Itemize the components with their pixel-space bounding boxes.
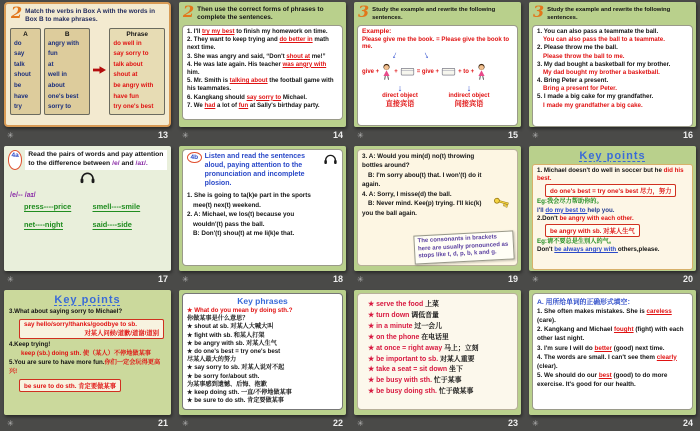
- slide-title: Study the example and rewrite the following sentences.: [547, 7, 671, 21]
- phrase-en: say hello/sorry/thanks/goodbye to sb.: [24, 320, 138, 328]
- list-item: shout: [14, 71, 31, 79]
- activity-number: 3: [358, 2, 370, 21]
- page-number: 18: [332, 274, 343, 284]
- example-body: [357, 25, 518, 126]
- phrase-cn: 对某人问候/道歉/道谢/道别: [84, 329, 159, 337]
- page-number: 20: [682, 274, 693, 284]
- activity-number: 3: [533, 2, 545, 21]
- text-line: 3. A: Would you min(d) no(t) throwing: [362, 153, 475, 160]
- text-line: ★ turn down 调低音量: [368, 311, 439, 319]
- text-line: 1. Michael doesn't do well in soccer but he did his best.: [537, 167, 684, 183]
- text-line: ★ be busy doing sth. 忙于做某事: [368, 388, 474, 396]
- phrase-box: be angry with sb. 对某人生气: [545, 224, 640, 237]
- star-icon: ✳: [357, 418, 364, 428]
- text-line: ★ keep doing sth. 一直/不停地做某事: [187, 388, 292, 396]
- text-line: ★ fight with sb. 和某人打架: [187, 331, 265, 339]
- text-line: ★ be sorry for/about sth.: [187, 372, 260, 380]
- slide-thumbnail-24[interactable]: [529, 290, 696, 415]
- text-line: Eg:请不要总是生别人的气。: [537, 237, 616, 245]
- text-line: mee(t) nex(t) weekend.: [193, 201, 261, 209]
- quiz-lines: [537, 307, 688, 389]
- text-line: ★ serve the food 上菜: [368, 301, 439, 308]
- box-phrase-header: Phrase: [126, 30, 149, 38]
- list-item: be: [14, 82, 22, 90]
- text-line: 7. We had a lot of fun at Sally's birthday party.: [187, 101, 320, 109]
- arrow-down-icon: ↓: [466, 82, 472, 93]
- text-line: 4. He was late again. His teacher was angry with him.: [187, 60, 327, 76]
- slide-title: Listen and read the sentences aloud, paying attention to the pronunciation and incomplete plosion.: [204, 153, 305, 188]
- arrow-down-icon: ↓: [421, 49, 431, 62]
- text-line: 2.Don't be angry with each other.: [537, 214, 634, 222]
- text-line: 5. We should do our best (good) to do more exercise. It's good for our health.: [537, 371, 668, 388]
- match-columns: [10, 28, 165, 115]
- point-1-examples: [537, 198, 688, 223]
- token-plus: +: [394, 68, 398, 75]
- text-line: ★ shout at sb. 对某人大喊大叫: [187, 323, 274, 331]
- list-item: say sorry to: [113, 50, 149, 58]
- book-icon: [400, 67, 415, 76]
- slide-footer: [354, 127, 521, 143]
- list-item: have fun: [113, 92, 139, 100]
- box-b-items: [48, 39, 86, 113]
- exercise-body: [532, 25, 693, 127]
- activity-number: 2: [11, 3, 23, 22]
- page-number: 23: [507, 418, 518, 428]
- text-line: 尽某人最大的努力: [187, 356, 237, 364]
- box-b-header: B: [64, 30, 70, 38]
- slide-footer: [179, 127, 346, 143]
- text-line: ★ be important to sb. 对某人重要: [368, 355, 475, 363]
- phrase-box: do one's best = try one's best 尽力，努力: [545, 184, 676, 197]
- text-line: 3. She was angry and said, “Don't shout at me!”: [187, 52, 326, 60]
- dialog-body: [357, 149, 518, 266]
- text-line: I made my grandfather a big cake.: [543, 101, 643, 109]
- slide-thumbnail-20[interactable]: [529, 146, 696, 271]
- slide-header: [182, 2, 343, 23]
- slide-cell-16: [525, 0, 700, 144]
- slide-footer: [179, 271, 346, 287]
- page-number: 13: [157, 130, 168, 140]
- headphones-icon: [323, 152, 338, 170]
- key-phrases-body: [182, 293, 343, 410]
- text-line: wouldn'(t) pass the ball.: [193, 220, 265, 228]
- example-label: Example:: [362, 27, 392, 35]
- text-line: I'll do my best to help you.: [537, 206, 615, 214]
- slide-thumbnail-15[interactable]: [354, 2, 521, 127]
- word-pairs: [8, 202, 167, 229]
- text-line: 4. Bring Peter a present.: [537, 77, 609, 85]
- list-item: fun: [48, 50, 58, 58]
- text-line: 2. Kangkang and Michael fought (fight) with each other last night.: [537, 326, 684, 343]
- slide-cell-24: [525, 288, 700, 431]
- slide-thumbnail-22[interactable]: [179, 290, 346, 415]
- text-line: Don't be always angry with others,please.: [537, 246, 660, 254]
- phrase-lines: [362, 300, 513, 398]
- text-line: ★ What do you mean by doing sth.?: [187, 307, 293, 314]
- slide-footer: [529, 415, 696, 431]
- list-item: talk about: [113, 60, 143, 68]
- text-line: 6. Kangkang should say sorry to Michael.: [187, 93, 307, 101]
- text-line: ★ take a seat = sit down 坐下: [368, 366, 463, 374]
- star-icon: ✳: [532, 274, 539, 284]
- quiz-body: [532, 293, 693, 410]
- page-number: 16: [682, 130, 693, 140]
- slide-thumbnail-21[interactable]: [4, 290, 171, 415]
- text-line: 1. You can also pass a teammate the ball.: [537, 27, 659, 35]
- star-icon: ✳: [7, 274, 14, 284]
- object-labels: [362, 84, 513, 109]
- list-item: be angry with: [113, 82, 154, 90]
- text-line: Eg:我会尽力帮助你的。: [537, 198, 603, 206]
- box-a-header: A: [23, 30, 28, 38]
- phrase-box: [19, 319, 164, 339]
- activity-number: 2: [183, 2, 195, 21]
- point-1: [537, 167, 688, 183]
- slide-cell-21: [0, 288, 175, 431]
- list-item: said----side: [92, 219, 132, 229]
- text-line: 1. I'll try my best to finish my homework on time.: [187, 27, 328, 35]
- list-item: sorry to: [48, 103, 72, 111]
- slide-title: [25, 150, 167, 170]
- slide-thumbnail-18[interactable]: [179, 146, 346, 271]
- text-line: 5. I made a big cake for my grandfather.: [537, 93, 654, 101]
- text-line: bottles around?: [362, 162, 410, 170]
- slide-cell-18: [175, 144, 350, 288]
- girl-icon: [381, 63, 392, 81]
- point-2-examples: [537, 238, 688, 254]
- text-line: ★ be angry with sb. 对某人生气: [187, 339, 277, 347]
- list-item: shout at: [113, 71, 138, 79]
- text-line: ★ at once = right away 马上；立刻: [368, 344, 479, 352]
- activity-badge: 4b: [187, 152, 202, 163]
- text-line: ★ say sorry to sb. 对某人说对不起: [187, 364, 285, 372]
- text-line: ★ be sure to do sth. 肯定要做某事: [187, 397, 284, 405]
- text-line: My dad bought my brother a basketball.: [543, 68, 660, 76]
- slide-thumbnail-23[interactable]: [354, 290, 521, 415]
- text-line: ★ do one's best = try one's best: [187, 347, 281, 355]
- girl-icon: [476, 63, 487, 81]
- page-number: 22: [332, 418, 343, 428]
- text-line: 2. A: Michael, we los(t) because you: [187, 211, 295, 219]
- list-item: one's best: [48, 92, 79, 100]
- slide-cell-15: [350, 0, 525, 144]
- key-points-body: [9, 308, 166, 394]
- phrase-list-body: [357, 293, 518, 410]
- sentence-lines: [187, 191, 338, 238]
- sentence-lines: [362, 152, 513, 218]
- text-line: 3. I'm sure I will do better (good) next time.: [537, 344, 665, 352]
- book-icon: [441, 67, 456, 76]
- star-icon: ✳: [182, 130, 189, 140]
- slide-cell-19: [350, 144, 525, 288]
- list-item: smell----smile: [92, 201, 141, 211]
- box-phrase: [109, 28, 165, 115]
- slide-thumbnail-19[interactable]: [354, 146, 521, 271]
- listening-body: [182, 149, 343, 266]
- text-line: keep (sb.) doing sth. 使（某人）不停地做某事: [21, 349, 151, 357]
- page-number: 17: [157, 274, 168, 284]
- text-line: B: Don'(t) shou(t) at me li(k)e that.: [193, 230, 295, 238]
- example-sentence: Please give me the book. = Please give the book to me.: [362, 35, 510, 50]
- slide-header: [357, 2, 518, 23]
- text-line: Read the pairs of words and pay attention to the difference between /e/ and /aɪ/.: [28, 151, 164, 167]
- text-line: 5.You are sure to have more fun.你们一定会玩得更高兴!: [9, 358, 161, 375]
- list-item: net----night: [24, 219, 63, 229]
- slide-thumbnail-14[interactable]: [179, 2, 346, 127]
- key-phrases-title: Key phrases: [237, 296, 288, 306]
- exercise-body: [182, 25, 343, 120]
- key-points-title: Key points: [579, 150, 646, 162]
- list-item: at: [48, 60, 54, 68]
- star-icon: ✳: [357, 274, 364, 284]
- star-icon: ✳: [182, 418, 189, 428]
- text-line: You can also pass the ball to a teammate.: [543, 36, 665, 44]
- slide-header: [8, 150, 167, 170]
- slide-thumbnail-16[interactable]: [529, 2, 696, 127]
- text-line: Please throw the ball to me.: [543, 52, 625, 60]
- slide-footer: [179, 415, 346, 431]
- slide-thumbnail-17[interactable]: [4, 146, 171, 271]
- slide-footer: [529, 271, 696, 287]
- list-item: about: [48, 82, 65, 90]
- slide-footer: [4, 271, 171, 287]
- slide-header: [10, 3, 165, 25]
- page-number: 19: [507, 274, 518, 284]
- text-line: 1. She is going to ta(k)e part in the sports: [187, 192, 311, 200]
- token-equals-give: = give +: [416, 68, 440, 75]
- star-icon: ✳: [532, 130, 539, 140]
- slide-cell-14: [175, 0, 350, 144]
- formula-row: [362, 63, 513, 81]
- slide-cell-23: [350, 288, 525, 431]
- key-points-body: [532, 164, 693, 270]
- text-line: 4.Keep trying!: [9, 340, 51, 348]
- slide-title: Then use the correct forms of phrases to complete the sentences.: [197, 6, 324, 22]
- text-line: ★ on the phone 在电话里: [368, 333, 449, 341]
- text-line: 为某事感到遗憾、后悔、抱歉: [187, 380, 267, 388]
- text-line: ★ be busy with sth. 忙于某事: [368, 377, 462, 385]
- slide-title: Match the verbs in Box A with the words in Box B to make phrases.: [25, 8, 155, 24]
- token-to: + to +: [458, 68, 475, 75]
- slide-footer: [529, 127, 696, 143]
- phrase-box: be sure to do sth. 肯定要做某事: [19, 379, 121, 392]
- text-line: ★ in a minute 过一会儿: [368, 322, 442, 330]
- list-item: do: [14, 39, 22, 47]
- star-icon: ✳: [357, 130, 364, 140]
- slide-thumbnail-13[interactable]: [4, 2, 171, 127]
- box-b: [44, 28, 90, 115]
- slide-footer: [354, 415, 521, 431]
- box-a: [10, 28, 41, 115]
- star-icon: ✳: [182, 274, 189, 284]
- text-line: you the ball again.: [362, 209, 417, 217]
- text-line: 你做某事是什么意思？: [187, 315, 249, 323]
- list-item: try: [14, 103, 22, 111]
- page-number: 24: [682, 418, 693, 428]
- slide-title: Study the example and rewrite the following sentences.: [372, 7, 496, 21]
- text-line: 4. A: Sorry, I misse(d) the ball.: [362, 190, 452, 198]
- text-line: 5. Mr. Smith is talking about the football game with his teammates.: [187, 77, 334, 93]
- slide-cell-20: [525, 144, 700, 288]
- headphones-icon: [8, 171, 167, 189]
- page-number: 14: [332, 130, 343, 140]
- box-a-items: [14, 39, 37, 113]
- list-item: try one's best: [113, 103, 154, 111]
- star-icon: ✳: [7, 130, 14, 140]
- slide-header: [187, 152, 338, 188]
- point-3: [9, 308, 166, 317]
- token-give: give +: [362, 68, 380, 75]
- activity-badge: 4a: [8, 150, 22, 170]
- slide-footer: [4, 127, 171, 143]
- tip-note: The consonants in brackets here are usually pronounced as stops like t, d, p, b, k and g.: [413, 230, 514, 264]
- list-item: angry with: [48, 39, 79, 47]
- star-icon: ✳: [532, 418, 539, 428]
- phrase-lines: [187, 307, 338, 405]
- list-item: well in: [48, 71, 67, 79]
- slide-footer: [4, 415, 171, 431]
- arrow-down-icon: ↓: [397, 82, 403, 93]
- text-line: Bring a present for Peter.: [543, 85, 617, 93]
- text-line: 3. My dad bought a basketball for my brother.: [537, 60, 671, 68]
- text-line: 4. The words are small. I can't see them clearly (clear).: [537, 353, 677, 370]
- text-line: 2. They want to keep trying and do better in math next time.: [187, 36, 329, 52]
- red-arrow-icon: [93, 62, 106, 80]
- text-line: again.: [362, 181, 381, 189]
- slide-cell-17: [0, 144, 175, 288]
- slide-footer: [354, 271, 521, 287]
- text-line: 3.What about saying sorry to Michael?: [9, 308, 123, 315]
- direct-object-label: ↓ direct object 直接宾语: [374, 84, 426, 109]
- slide-cell-22: [175, 288, 350, 431]
- key-points-title: Key points: [54, 294, 121, 306]
- list-item: talk: [14, 60, 25, 68]
- quiz-heading: A. 用所给单词的正确形式填空：: [537, 299, 635, 306]
- list-item: have: [14, 92, 29, 100]
- list-item: press----price: [24, 201, 72, 211]
- list-item: do well in: [113, 39, 142, 47]
- points-4-5: [9, 341, 166, 377]
- star-icon: ✳: [7, 418, 14, 428]
- text-line: B: I'm sorry abou(t) that. I won'(t) do it: [368, 171, 482, 179]
- indirect-object-label: ↓ indirect object 间接宾语: [440, 84, 498, 109]
- page-number: 15: [507, 130, 518, 140]
- text-line: 1. She often makes mistakes. She is careless (care).: [537, 308, 672, 325]
- text-line: B: Never mind. Kee(p) trying. I'll kic(k): [368, 200, 482, 208]
- page-number: 21: [157, 418, 168, 428]
- list-item: say: [14, 50, 25, 58]
- slide-cell-13: [0, 0, 175, 144]
- phonetic-contrast-label: /e/-- /aɪ/: [10, 189, 36, 199]
- text-line: 2. Please throw me the ball.: [537, 44, 618, 52]
- box-phrase-items: [113, 39, 161, 113]
- slide-header: [532, 2, 693, 23]
- arrow-down-icon: ↓: [390, 49, 400, 62]
- arrow-area: [362, 50, 513, 63]
